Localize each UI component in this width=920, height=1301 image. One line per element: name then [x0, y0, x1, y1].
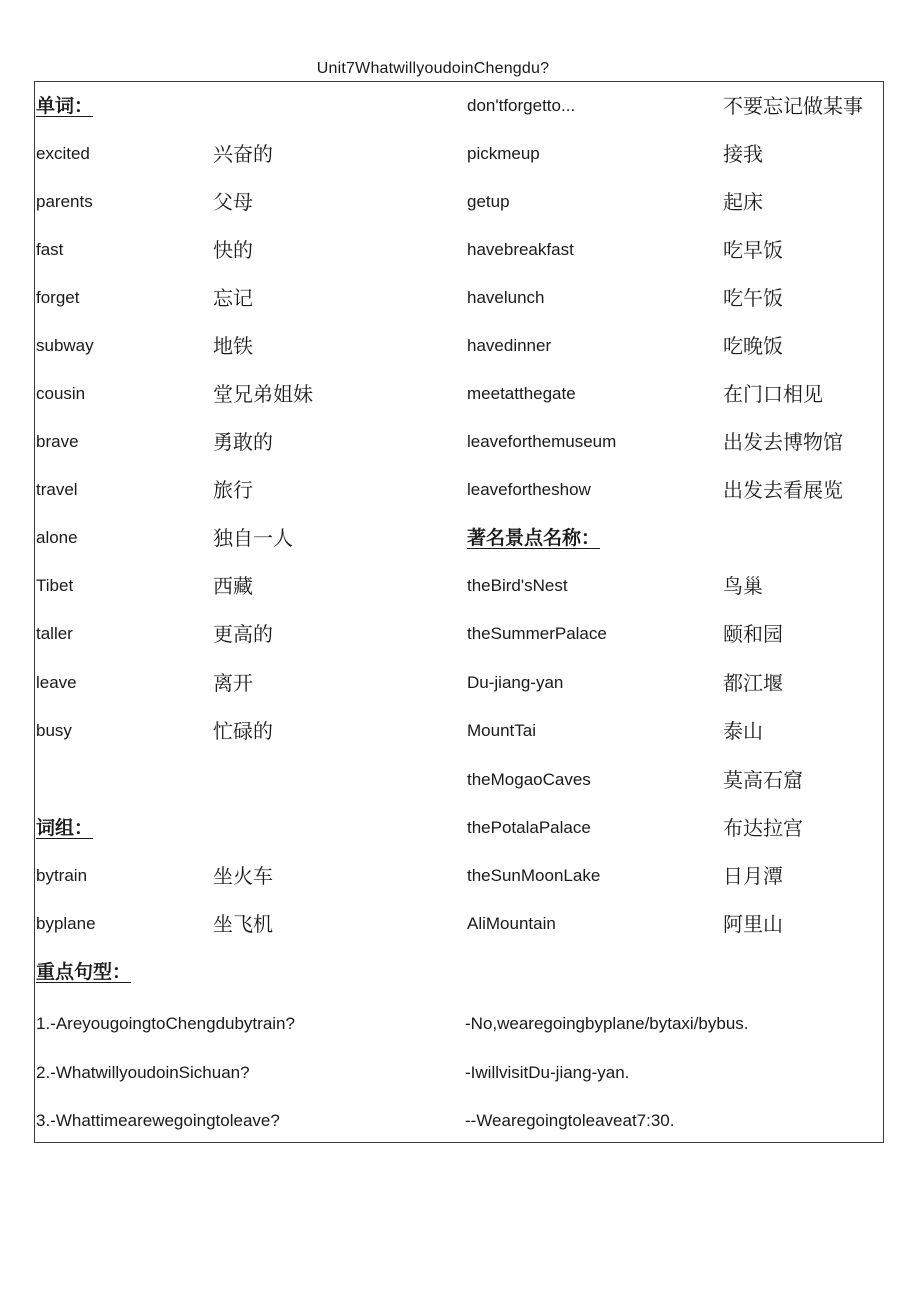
word-zh: 旅行	[213, 478, 253, 502]
sentence-row	[35, 1000, 885, 1048]
phrase-zh: 吃午饭	[723, 286, 783, 310]
phrase-en: bytrain	[36, 866, 88, 885]
word-zh: 堂兄弟姐妹	[213, 382, 313, 406]
table-row	[35, 900, 885, 948]
word-zh: 忘记	[213, 286, 253, 310]
word-en: busy	[36, 721, 72, 740]
phrase-zh: 出发去看展览	[723, 478, 843, 502]
table-row	[35, 659, 885, 707]
phrase-zh: 接我	[723, 142, 763, 166]
word-en: alone	[36, 528, 78, 547]
phrase-en: havedinner	[467, 336, 552, 355]
sentence-answer: -IwillvisitDu-jiang-yan.	[465, 1063, 630, 1082]
word-en: Tibet	[36, 576, 74, 595]
phrase-en: havebreakfast	[467, 240, 574, 259]
place-en: AliMountain	[467, 914, 556, 933]
word-zh: 兴奋的	[213, 142, 273, 166]
table-row	[35, 274, 885, 322]
word-en: parents	[36, 192, 93, 211]
place-zh: 鸟巢	[723, 574, 763, 598]
table-row	[35, 804, 885, 852]
word-zh: 独自一人	[213, 526, 293, 550]
place-en: Du-jiang-yan	[467, 673, 564, 692]
table-row	[35, 130, 885, 178]
phrase-en: leaveforthemuseum	[467, 432, 617, 451]
phrase-zh: 在门口相见	[723, 382, 823, 406]
word-en: travel	[36, 480, 78, 499]
sentence-row	[35, 1097, 885, 1145]
place-zh: 都江堰	[723, 671, 783, 695]
place-en: theSunMoonLake	[467, 866, 601, 885]
word-zh: 更高的	[213, 622, 273, 646]
vocab-heading: 单词：	[36, 95, 94, 117]
table-row	[35, 178, 885, 226]
place-zh: 莫高石窟	[723, 768, 803, 792]
table-row	[35, 514, 885, 562]
table-row	[35, 370, 885, 418]
sentence-question: 1.-AreyougoingtoChengdubytrain?	[36, 1014, 295, 1033]
word-en: leave	[36, 673, 77, 692]
word-en: brave	[36, 432, 79, 451]
phrase-zh: 坐火车	[213, 864, 273, 888]
table-row	[35, 466, 885, 514]
word-zh: 离开	[213, 671, 253, 695]
table-row	[35, 756, 885, 804]
sentence-answer: --Wearegoingtoleaveat7:30.	[465, 1111, 675, 1130]
phrase-en: leavefortheshow	[467, 480, 591, 499]
place-en: thePotalaPalace	[467, 818, 591, 837]
phrase-zh: 坐飞机	[213, 912, 273, 936]
place-en: theSummerPalace	[467, 624, 607, 643]
phrase-zh: 起床	[723, 190, 763, 214]
page-title: Unit7WhatwillyoudoinChengdu?	[316, 60, 550, 77]
table-row	[35, 418, 885, 466]
phrase-zh: 吃早饭	[723, 238, 783, 262]
table-row	[35, 948, 885, 996]
word-zh: 西藏	[213, 574, 253, 598]
place-zh: 日月潭	[723, 864, 783, 888]
table-row	[35, 707, 885, 755]
word-en: forget	[36, 288, 80, 307]
place-en: MountTai	[467, 721, 536, 740]
place-zh: 阿里山	[723, 912, 783, 936]
table-row	[35, 82, 885, 130]
sentences-heading: 重点句型：	[36, 961, 132, 983]
place-zh: 颐和园	[723, 622, 783, 646]
word-en: cousin	[36, 384, 86, 403]
phrase-en: don'tforgetto...	[467, 96, 576, 115]
table-row	[35, 562, 885, 610]
phrase-zh: 不要忘记做某事	[723, 94, 863, 118]
places-heading: 著名景点名称：	[467, 527, 601, 549]
word-zh: 父母	[213, 190, 253, 214]
word-en: taller	[36, 624, 73, 643]
phrase-en: meetatthegate	[467, 384, 576, 403]
phrase-en: getup	[467, 192, 510, 211]
sentence-row	[35, 1049, 885, 1097]
sentence-question: 3.-Whattimearewegoingtoleave?	[36, 1111, 280, 1130]
place-zh: 泰山	[723, 719, 763, 743]
word-en: excited	[36, 144, 90, 163]
phrase-en: byplane	[36, 914, 96, 933]
sentence-question: 2.-WhatwillyoudoinSichuan?	[36, 1063, 250, 1082]
vocabulary-table	[34, 81, 884, 1143]
word-en: subway	[36, 336, 94, 355]
word-zh: 忙碌的	[213, 719, 273, 743]
place-zh: 布达拉宫	[723, 816, 803, 840]
phrase-zh: 出发去博物馆	[723, 430, 843, 454]
table-row	[35, 322, 885, 370]
word-zh: 地铁	[213, 334, 253, 358]
phrase-en: pickmeup	[467, 144, 540, 163]
word-zh: 快的	[213, 238, 253, 262]
phrase-en: havelunch	[467, 288, 545, 307]
table-row	[35, 852, 885, 900]
phrases-heading: 词组：	[36, 817, 94, 839]
place-en: theBird'sNest	[467, 576, 568, 595]
phrase-zh: 吃晚饭	[723, 334, 783, 358]
sentence-answer: -No,wearegoingbyplane/bytaxi/bybus.	[465, 1014, 749, 1033]
table-row	[35, 610, 885, 658]
table-row	[35, 226, 885, 274]
word-zh: 勇敢的	[213, 430, 273, 454]
place-en: theMogaoCaves	[467, 770, 591, 789]
word-en: fast	[36, 240, 64, 259]
